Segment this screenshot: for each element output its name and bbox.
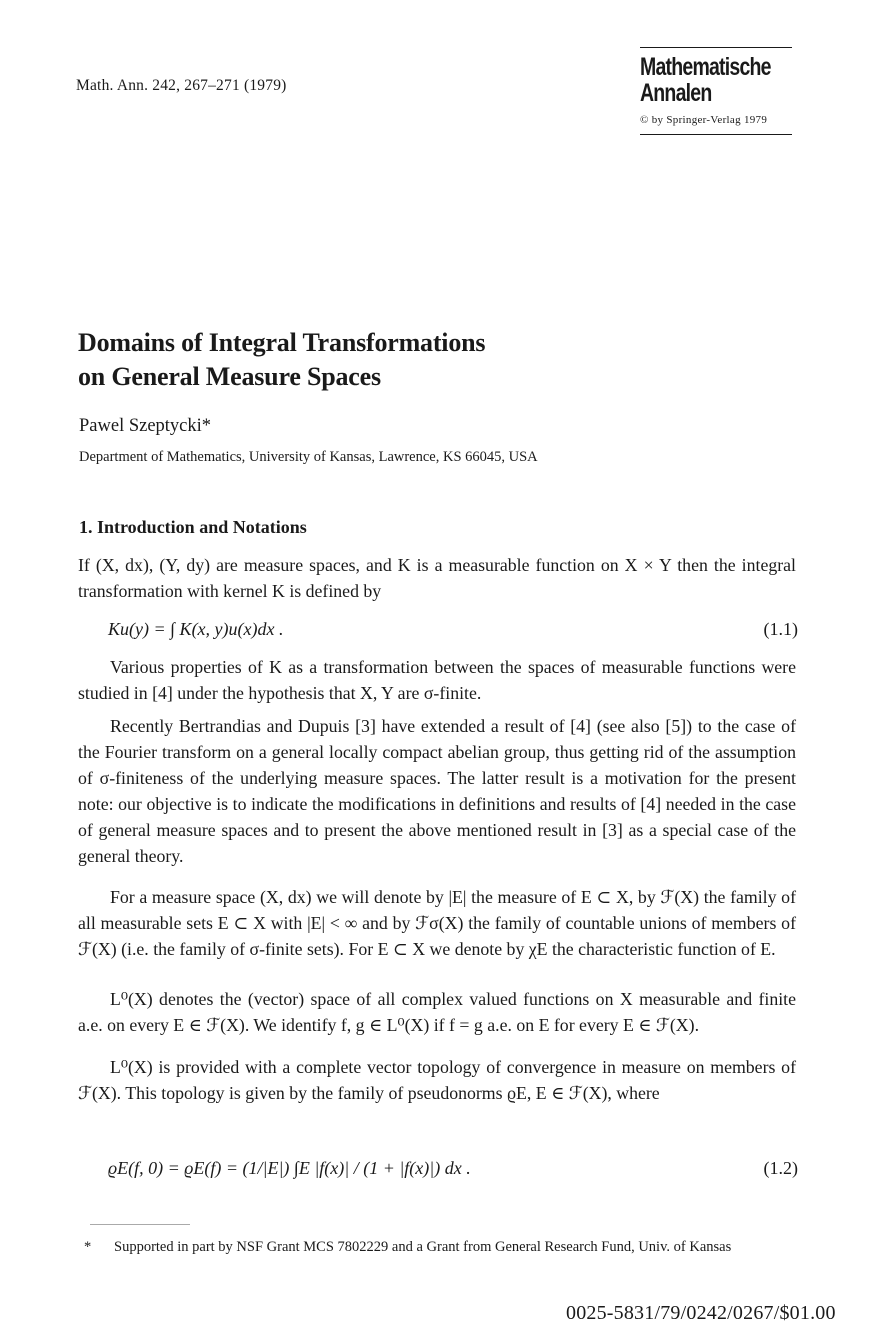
- author-affiliation: Department of Mathematics, University of Kansas, Lawrence, KS 66045, USA: [79, 449, 538, 465]
- author-name: Pawel Szeptycki*: [79, 416, 212, 436]
- equation-1-1-number: (1.1): [763, 619, 798, 639]
- equation-1-1: [108, 619, 798, 640]
- footnote-marker: *: [84, 1239, 92, 1255]
- paragraph-1: If (X, dx), (Y, dy) are measure spaces, and K is a measurable function on X × Y then the integral transformation with kernel K is defined by: [78, 555, 796, 601]
- paragraph-6: L⁰(X) is provided with a complete vector topology of convergence in measure on members of ℱ(X). This topology is given by the family of pseudonorms ϱE, E ∈ ℱ(X), where: [78, 1057, 796, 1103]
- equation-1-1-body: Ku(y) = ∫ K(x, y)u(x)dx .: [108, 619, 284, 639]
- journal-name-line2: Annalen: [640, 79, 712, 107]
- section-heading: 1. Introduction and Notations: [79, 517, 307, 537]
- footnote-rule: [90, 1224, 190, 1225]
- equation-1-2-number: (1.2): [763, 1158, 798, 1178]
- equation-1-2: [108, 1158, 798, 1179]
- paragraph-2: Various properties of K as a transformation between the spaces of measurable functions were studied in [4] under the hypothesis that X, Y are σ-finite.: [78, 657, 796, 703]
- masthead-rule-bottom: [640, 134, 792, 135]
- footnote-text: Supported in part by NSF Grant MCS 7802229 and a Grant from General Research Fund, Univ. of Kansas: [114, 1239, 732, 1255]
- title-line1: Domains of Integral Transformations: [78, 328, 486, 357]
- journal-masthead: [640, 47, 792, 135]
- title-line2: on General Measure Spaces: [78, 362, 381, 391]
- issn-code: 0025-5831/79/0242/0267/$01.00: [566, 1302, 836, 1324]
- journal-name-line1: Mathematische: [640, 53, 771, 81]
- copyright-notice: © by Springer-Verlag 1979: [640, 114, 768, 126]
- paragraph-3: Recently Bertrandias and Dupuis [3] have extended a result of [4] (see also [5]) to the case of the Fourier transform on a general locally compact abelian group, thus getting rid of the assumption of σ-finiteness of the underlying measure spaces. The latter result is a motivation for the present note: our objective is to indicate the modifications in definitions and results of [4] needed in the case of general measure spaces and to present the above mentioned result in [3] as a special case of the general theory.: [78, 716, 796, 866]
- equation-1-2-body: ϱE(f, 0) = ϱE(f) = (1/|E|) ∫E |f(x)| / (1 + |f(x)|) dx .: [108, 1158, 471, 1178]
- paragraph-4: For a measure space (X, dx) we will denote by |E| the measure of E ⊂ X, by ℱ(X) the family of all measurable sets E ⊂ X with |E| < ∞ and by ℱσ(X) the family of countable unions of members of ℱ(X) (i.e. the family of σ-finite sets). For E ⊂ X we denote by χE the characteristic function of E.: [78, 887, 796, 959]
- paragraph-5: L⁰(X) denotes the (vector) space of all complex valued functions on X measurable and finite a.e. on every E ∈ ℱ(X). We identify f, g ∈ L⁰(X) if f = g a.e. on E for every E ∈ ℱ(X).: [78, 989, 796, 1035]
- footnote: [84, 1237, 800, 1257]
- article-title: [78, 326, 485, 394]
- masthead-rule-top: [640, 47, 792, 48]
- citation: Math. Ann. 242, 267–271 (1979): [76, 77, 287, 94]
